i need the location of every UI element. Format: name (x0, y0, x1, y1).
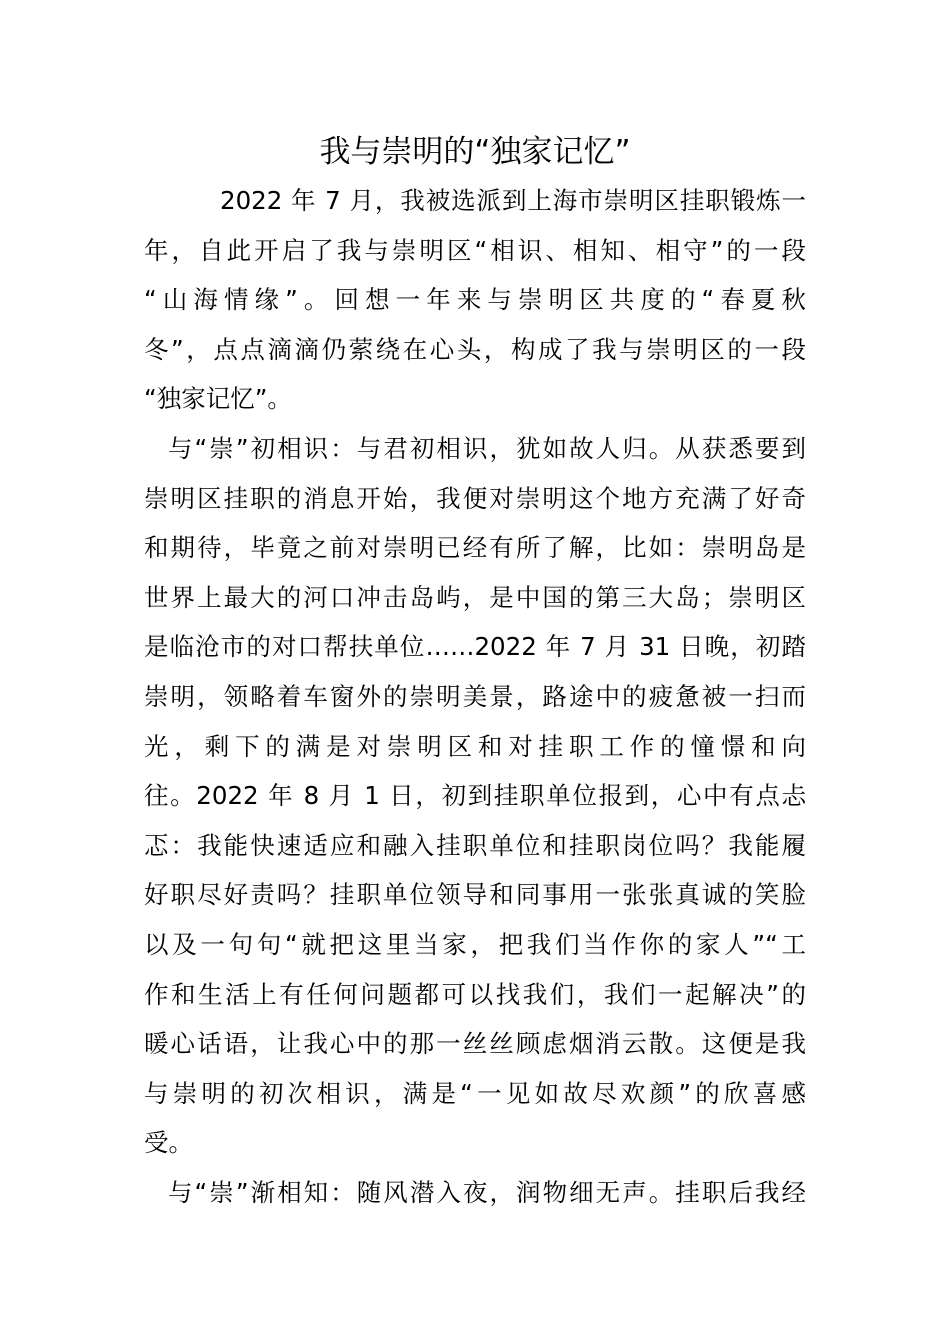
text-line: 冬”，点点滴滴仍萦绕在心头，构成了我与崇明区的一段 (144, 334, 806, 364)
text-line: 忑：我能快速适应和融入挂职单位和挂职岗位吗？我能履 (144, 830, 806, 860)
text-line: “山海情缘”。回想一年来与崇明区共度的“春夏秋 (144, 285, 806, 315)
text-line: 暖心话语，让我心中的那一丝丝顾虑烟消云散。这便是我 (144, 1029, 806, 1059)
text-line: 是临沧市的对口帮扶单位……2022 年 7 月 31 日晚，初踏 (144, 632, 806, 662)
text-line: 崇明区挂职的消息开始，我便对崇明这个地方充满了好奇 (144, 483, 806, 513)
text-line: 好职尽好责吗？挂职单位领导和同事用一张张真诚的笑脸 (144, 880, 806, 910)
text-line: 光，剩下的满是对崇明区和对挂职工作的憧憬和向 (144, 731, 806, 761)
text-line: 以及一句句“就把这里当家，把我们当作你的家人”“工 (144, 930, 806, 959)
text-line: “独家记忆”。 (144, 384, 292, 414)
text-line: 崇明，领略着车窗外的崇明美景，路途中的疲惫被一扫而 (144, 682, 806, 711)
text-line: 作和生活上有任何问题都可以找我们，我们一起解决”的 (144, 979, 806, 1009)
text-line: 2022 年 7 月，我被选派到上海市崇明区挂职锻炼一 (220, 186, 806, 215)
text-line: 年，自此开启了我与崇明区“相识、相知、相守”的一段 (144, 235, 806, 265)
text-line: 与“崇”渐相知：随风潜入夜，润物细无声。挂职后我经 (168, 1178, 806, 1207)
text-line: 往。2022 年 8 月 1 日，初到挂职单位报到，心中有点忐 (144, 781, 806, 811)
text-line: 受。 (144, 1128, 193, 1158)
document-title: 我与崇明的“独家记忆” (319, 134, 631, 170)
text-line: 世界上最大的河口冲击岛屿，是中国的第三大岛；崇明区 (144, 582, 806, 612)
text-line: 和期待，毕竟之前对崇明已经有所了解，比如：崇明岛是 (144, 533, 806, 563)
text-line: 与崇明的初次相识，满是“一见如故尽欢颜”的欣喜感 (144, 1078, 806, 1108)
text-line: 与“崇”初相识：与君初相识，犹如故人归。从获悉要到 (168, 434, 806, 463)
